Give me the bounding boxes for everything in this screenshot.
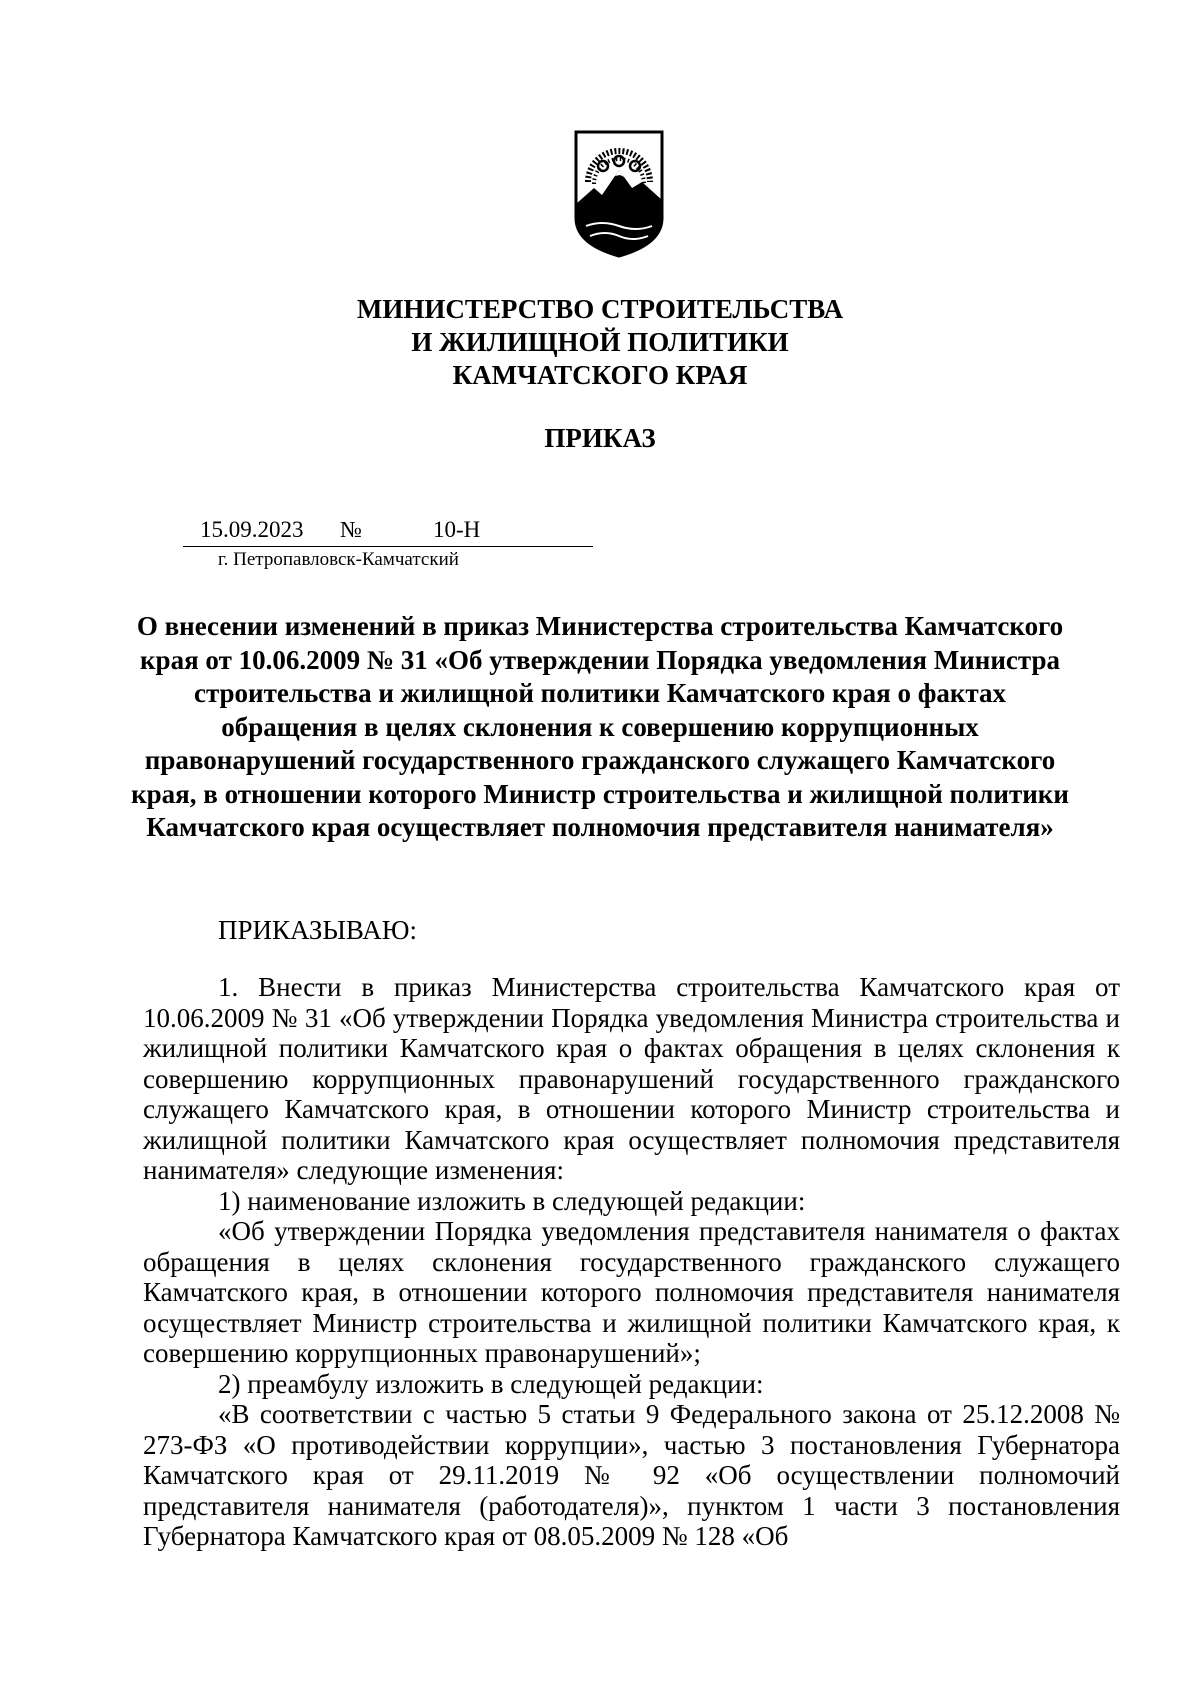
order-word: ПРИКАЗЫВАЮ: — [218, 915, 417, 945]
ministry-line: КАМЧАТСКОГО КРАЯ — [452, 360, 748, 390]
ministry-line: И ЖИЛИЩНОЙ ПОЛИТИКИ — [411, 327, 789, 357]
document-body — [143, 972, 1120, 1552]
document-type: ПРИКАЗ — [544, 423, 656, 453]
body-paragraph: 2) преамбулу изложить в следующей редакции: — [218, 1368, 764, 1399]
document-subject: О внесении изменений в приказ Министерства строительства Камчатского края от 10.06.2009 № 31 «Об утверждении Порядка уведомления Министра строительства и жилищной политики Камчатского края о фактах обращения в целях склонения к совершению коррупционных правонарушений государственного гражданского служащего Камчатского края, в отношении которого Министр строительства и жилищной политики Камчатского края осуществляет полномочия представителя нанимателя» — [131, 611, 1069, 842]
document-number: 10-Н — [433, 517, 481, 542]
registration-line — [183, 516, 593, 547]
ministry-name — [0, 293, 1200, 392]
body-paragraph: 1. Внести в приказ Министерства строительства Камчатского края от 10.06.2009 № 31 «Об утверждении Порядка уведомления Министра строительства и жилищной политики Камчатского края о фактах обращения в целях склонения к совершению коррупционных правонарушений государственного гражданского служащего Камчатского края, в отношении которого Министр строительства и жилищной политики Камчатского края осуществляет полномочия представителя нанимателя» следующие изменения: — [143, 972, 1120, 1185]
number-sign: № — [340, 517, 362, 542]
city-name: г. Петропавловск-Камчатский — [218, 549, 459, 570]
document-date: 15.09.2023 — [200, 517, 304, 542]
body-paragraph: «Об утверждении Порядка уведомления представителя нанимателя о фактах обращения в целях склонения государственного гражданского служащего Камчатского края, в отношении которого полномочия представителя нанимателя осуществляет Министр строительства и жилищной политики Камчатского края, к совершению коррупционных правонарушений»; — [143, 1216, 1120, 1368]
body-paragraph: 1) наименование изложить в следующей редакции: — [218, 1185, 806, 1216]
kamchatka-coat-of-arms-icon — [572, 126, 666, 258]
ministry-line: МИНИСТЕРСТВО СТРОИТЕЛЬСТВА — [356, 294, 844, 324]
body-paragraph: «В соответствии с частью 5 статьи 9 Федерального закона от 25.12.2008 № 273-ФЗ «О противодействии коррупции», частью 3 постановления Губернатора Камчатского края от 29.11.2019 № 92 «Об осуществлении полномочий представителя нанимателя (работодателя)», пунктом 1 части 3 постановления Губернатора Камчатского края от 08.05.2009 № 128 «Об — [143, 1399, 1120, 1551]
